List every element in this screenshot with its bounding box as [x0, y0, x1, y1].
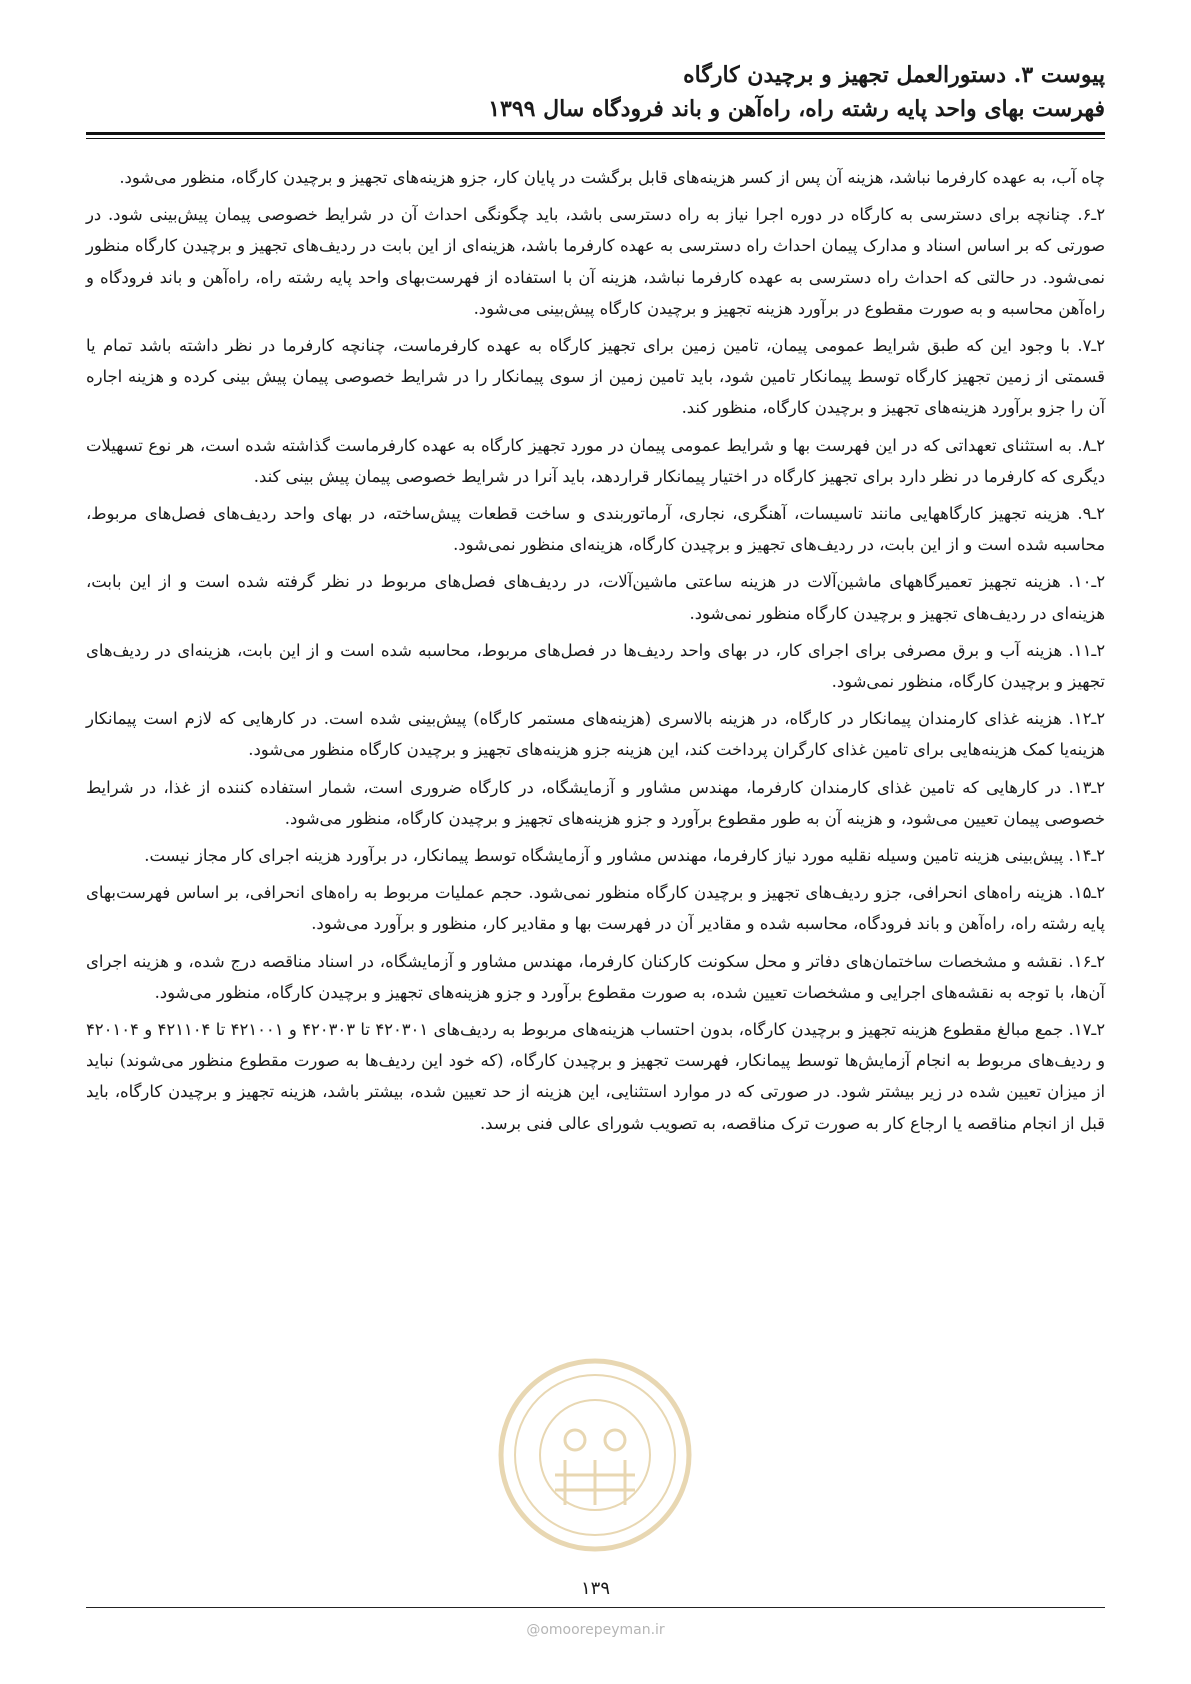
header-rule-thick	[86, 132, 1105, 135]
header-rule-thin	[86, 138, 1105, 139]
header-subtitle: فهرست بهای واحد پایه رشته راه، راه‌آهن و باند فرودگاه سال ۱۳۹۹	[488, 96, 1105, 122]
footer-rule	[86, 1607, 1105, 1608]
watermark-text: @omoorepeyman.ir	[526, 1622, 665, 1638]
paragraph-2-10: ۲ـ۱۰. هزینه تجهیز تعمیرگاههای ماشین‌آلات در هزینه ساعتی ماشین‌آلات، در ردیف‌های فصل‌های مربوط در نظر گرفته شده است و از این بابت، هزینه‌ای در ردیف‌های تجهیز و برچیدن کارگاه منظور نمی‌شود.	[86, 572, 1105, 623]
paragraph-2-6: ۲ـ۶. چنانچه برای دسترسی به کارگاه در دوره اجرا نیاز به راه دسترسی باشد، باید چگونگی احداث آن در شرایط خصوصی پیمان پیش‌بینی شود. در صورتی که بر اساس اسناد و مدارک پیمان احداث راه دسترسی به عهده کارفرما باشد، هزینه‌ای از این بابت در ردیف‌های تجهیز و برچیدن کارگاه منظور نمی‌شود. در حالتی که احداث راه دسترسی به عهده کارفرما نباشد، هزینه آن با استفاده از فهرست‌بهای واحد پایه رشته راه، راه‌آهن و باند فرودگاه و راه‌آهن محاسبه و به صورت مقطوع در برآورد هزینه تجهیز و برچیدن کارگاه پیش‌بینی می‌شود.	[86, 205, 1105, 318]
paragraph-2-15: ۲ـ۱۵. هزینه راه‌های انحرافی، جزو ردیف‌های تجهیز و برچیدن کارگاه منظور نمی‌شود. حجم عملیات مربوط به راه‌های انحرافی، بر اساس فهرست‌بهای پایه رشته راه، راه‌آهن و باند فرودگاه، محاسبه شده و مقادیر آن در فهرست بها و مقادیر کار، منظور و برآورد می‌شود.	[86, 883, 1105, 934]
document-body	[86, 162, 1105, 1145]
page-header	[86, 58, 1105, 126]
paragraph-2-8: ۲ـ۸. به استثنای تعهداتی که در این فهرست بها و شرایط عمومی پیمان در مورد تجهیز کارگاه به عهده کارفرماست گذاشته شده است، هر نوع تسهیلات دیگری که کارفرما در نظر دارد برای تجهیز کارگاه در اختیار پیمانکار قراردهد، باید آنرا در شرایط خصوصی پیمان پیش بینی کند.	[86, 435, 1105, 486]
watermark-seal-icon	[495, 1355, 695, 1555]
paragraph-continuation: چاه آب، به عهده کارفرما نباشد، هزینه آن پس از کسر هزینه‌های قابل برگشت در پایان کار، جزو هزینه‌های تجهیز و برچیدن کارگاه، منظور می‌شود.	[119, 168, 1105, 187]
paragraph-2-7: ۲ـ۷. با وجود این که طبق شرایط عمومی پیمان، تامین زمین برای تجهیز کارگاه به عهده کارفرماست، چنانچه کارفرما در نظر داشته باشد تمام یا قسمتی از زمین تجهیز کارگاه توسط پیمانکار تامین شود، باید تامین زمین از سوی پیمانکار را در شرایط خصوصی پیمان پیش بینی کرده و هزینه اجاره آن را جزو برآورد هزینه‌های تجهیز و برچیدن کارگاه، منظور کند.	[86, 336, 1105, 418]
paragraph-2-14: ۲ـ۱۴. پیش‌بینی هزینه تامین وسیله نقلیه مورد نیاز کارفرما، مهندس مشاور و آزمایشگاه توسط پیمانکار، در برآورد هزینه اجرای کار مجاز نیست.	[144, 846, 1105, 866]
paragraph-2-13: ۲ـ۱۳. در کارهایی که تامین غذای کارمندان کارفرما، مهندس مشاور و آزمایشگاه، در کارگاه ضروری است، شمار استفاده کننده از غذا، در شرایط خصوصی پیمان تعیین می‌شود، و هزینه آن به طور مقطوع برآورد و جزو هزینه‌های تجهیز و برچیدن کارگاه، منظور می‌شود.	[86, 777, 1105, 828]
header-title: پیوست ۳. دستورالعمل تجهیز و برچیدن کارگاه	[683, 62, 1105, 88]
paragraph-2-12: ۲ـ۱۲. هزینه غذای کارمندان پیمانکار در کارگاه، در هزینه بالاسری (هزینه‌های مستمر کارگاه) پیش‌بینی شده است. در کارهایی که لازم است پیمانکار هزینه‌یا کمک هزینه‌هایی برای تامین غذای کارگران پرداخت کند، این هزینه جزو هزینه‌های تجهیز و برچیدن کارگاه منظور می‌شود.	[86, 709, 1105, 760]
paragraph-2-17: ۲ـ۱۷. جمع مبالغ مقطوع هزینه تجهیز و برچیدن کارگاه، بدون احتساب هزینه‌های مربوط به ردیف‌های ۴۲۰۳۰۱ تا ۴۲۰۳۰۳ و ۴۲۱۰۰۱ تا ۴۲۱۱۰۴ و ۴۲۰۱۰۴ و ردیف‌های مربوط به انجام آزمایش‌ها توسط پیمانکار، فهرست تجهیز و برچیدن کارگاه، (که خود این ردیف‌ها به صورت مقطوع منظور می‌شوند) نباید از میزان تعیین شده در زیر بیشتر شود. در صورتی که در موارد استثنایی، این هزینه از حد تعیین شده، بیشتر باشد، هزینه تجهیز و برچیدن کارگاه، باید قبل از انجام مناقصه یا ارجاع کار به صورت ترک مناقصه، به تصویب شورای عالی فنی برسد.	[86, 1020, 1105, 1133]
page-number: ۱۳۹	[580, 1578, 610, 1599]
paragraph-2-9: ۲ـ۹. هزینه تجهیز کارگاههایی مانند تاسیسات، آهنگری، نجاری، آرماتوربندی و ساخت قطعات پیش‌ساخته، در بهای واحد ردیف‌های فصل‌های مربوط، محاسبه شده است و از این بابت، در ردیف‌های تجهیز و برچیدن کارگاه، هزینه‌ای منظور نمی‌شود.	[86, 504, 1105, 555]
paragraph-2-11: ۲ـ۱۱. هزینه آب و برق مصرفی برای اجرای کار، در بهای واحد ردیف‌ها در فصل‌های مربوط، محاسبه شده است و از این بابت، هزینه‌ای در ردیف‌های تجهیز و برچیدن کارگاه، منظور نمی‌شود.	[86, 640, 1105, 692]
paragraph-2-16: ۲ـ۱۶. نقشه و مشخصات ساختمان‌های دفاتر و محل سکونت کارکنان کارفرما، مهندس مشاور و آزمایشگاه، در اسناد مناقصه درج شده، و هزینه اجرای آن‌ها، با توجه به نقشه‌های اجرایی و مشخصات تعیین شده، به صورت مقطوع برآورد و جزو هزینه‌های تجهیز و برچیدن کارگاه، منظور می‌شود.	[86, 951, 1105, 1002]
